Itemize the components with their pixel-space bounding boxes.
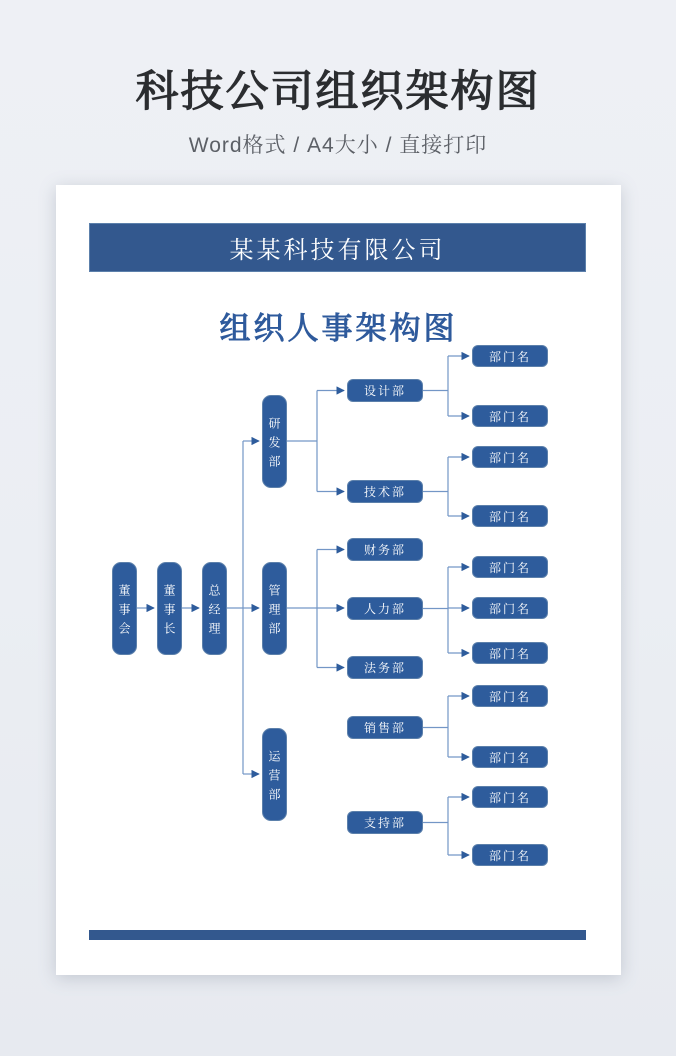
node-board: 董事会 xyxy=(112,562,137,655)
node-dept-placeholder: 部门名 xyxy=(472,446,548,468)
org-chart xyxy=(56,185,621,975)
node-chairman: 董事长 xyxy=(157,562,182,655)
node-dept-placeholder: 部门名 xyxy=(472,685,548,707)
node-dept-placeholder: 部门名 xyxy=(472,405,548,427)
node-dept-placeholder: 部门名 xyxy=(472,597,548,619)
page-subtitle: Word格式 / A4大小 / 直接打印 xyxy=(188,134,488,157)
node-sales-dept: 销售部 xyxy=(347,716,423,739)
node-operations-division: 运营部 xyxy=(262,728,287,821)
node-dept-placeholder: 部门名 xyxy=(472,556,548,578)
page-title: 科技公司组织架构图 xyxy=(135,68,541,116)
document-page xyxy=(56,185,621,975)
node-dept-placeholder: 部门名 xyxy=(472,844,548,866)
footer-divider-bar xyxy=(89,930,586,940)
node-dept-placeholder: 部门名 xyxy=(472,786,548,808)
node-general-manager: 总经理 xyxy=(202,562,227,655)
node-tech-dept: 技术部 xyxy=(347,480,423,503)
node-dept-placeholder: 部门名 xyxy=(472,642,548,664)
node-dept-placeholder: 部门名 xyxy=(472,505,548,527)
node-hr-dept: 人力部 xyxy=(347,597,423,620)
chart-title: 组织人事架构图 xyxy=(219,311,458,346)
node-legal-dept: 法务部 xyxy=(347,656,423,679)
node-design-dept: 设计部 xyxy=(347,379,423,402)
node-support-dept: 支持部 xyxy=(347,811,423,834)
company-name: 某某科技有限公司 xyxy=(229,237,446,264)
node-dept-placeholder: 部门名 xyxy=(472,746,548,768)
promo-header xyxy=(0,0,676,159)
node-rd-division: 研发部 xyxy=(262,395,287,488)
node-finance-dept: 财务部 xyxy=(347,538,423,561)
node-dept-placeholder: 部门名 xyxy=(472,345,548,367)
node-admin-division: 管理部 xyxy=(262,562,287,655)
